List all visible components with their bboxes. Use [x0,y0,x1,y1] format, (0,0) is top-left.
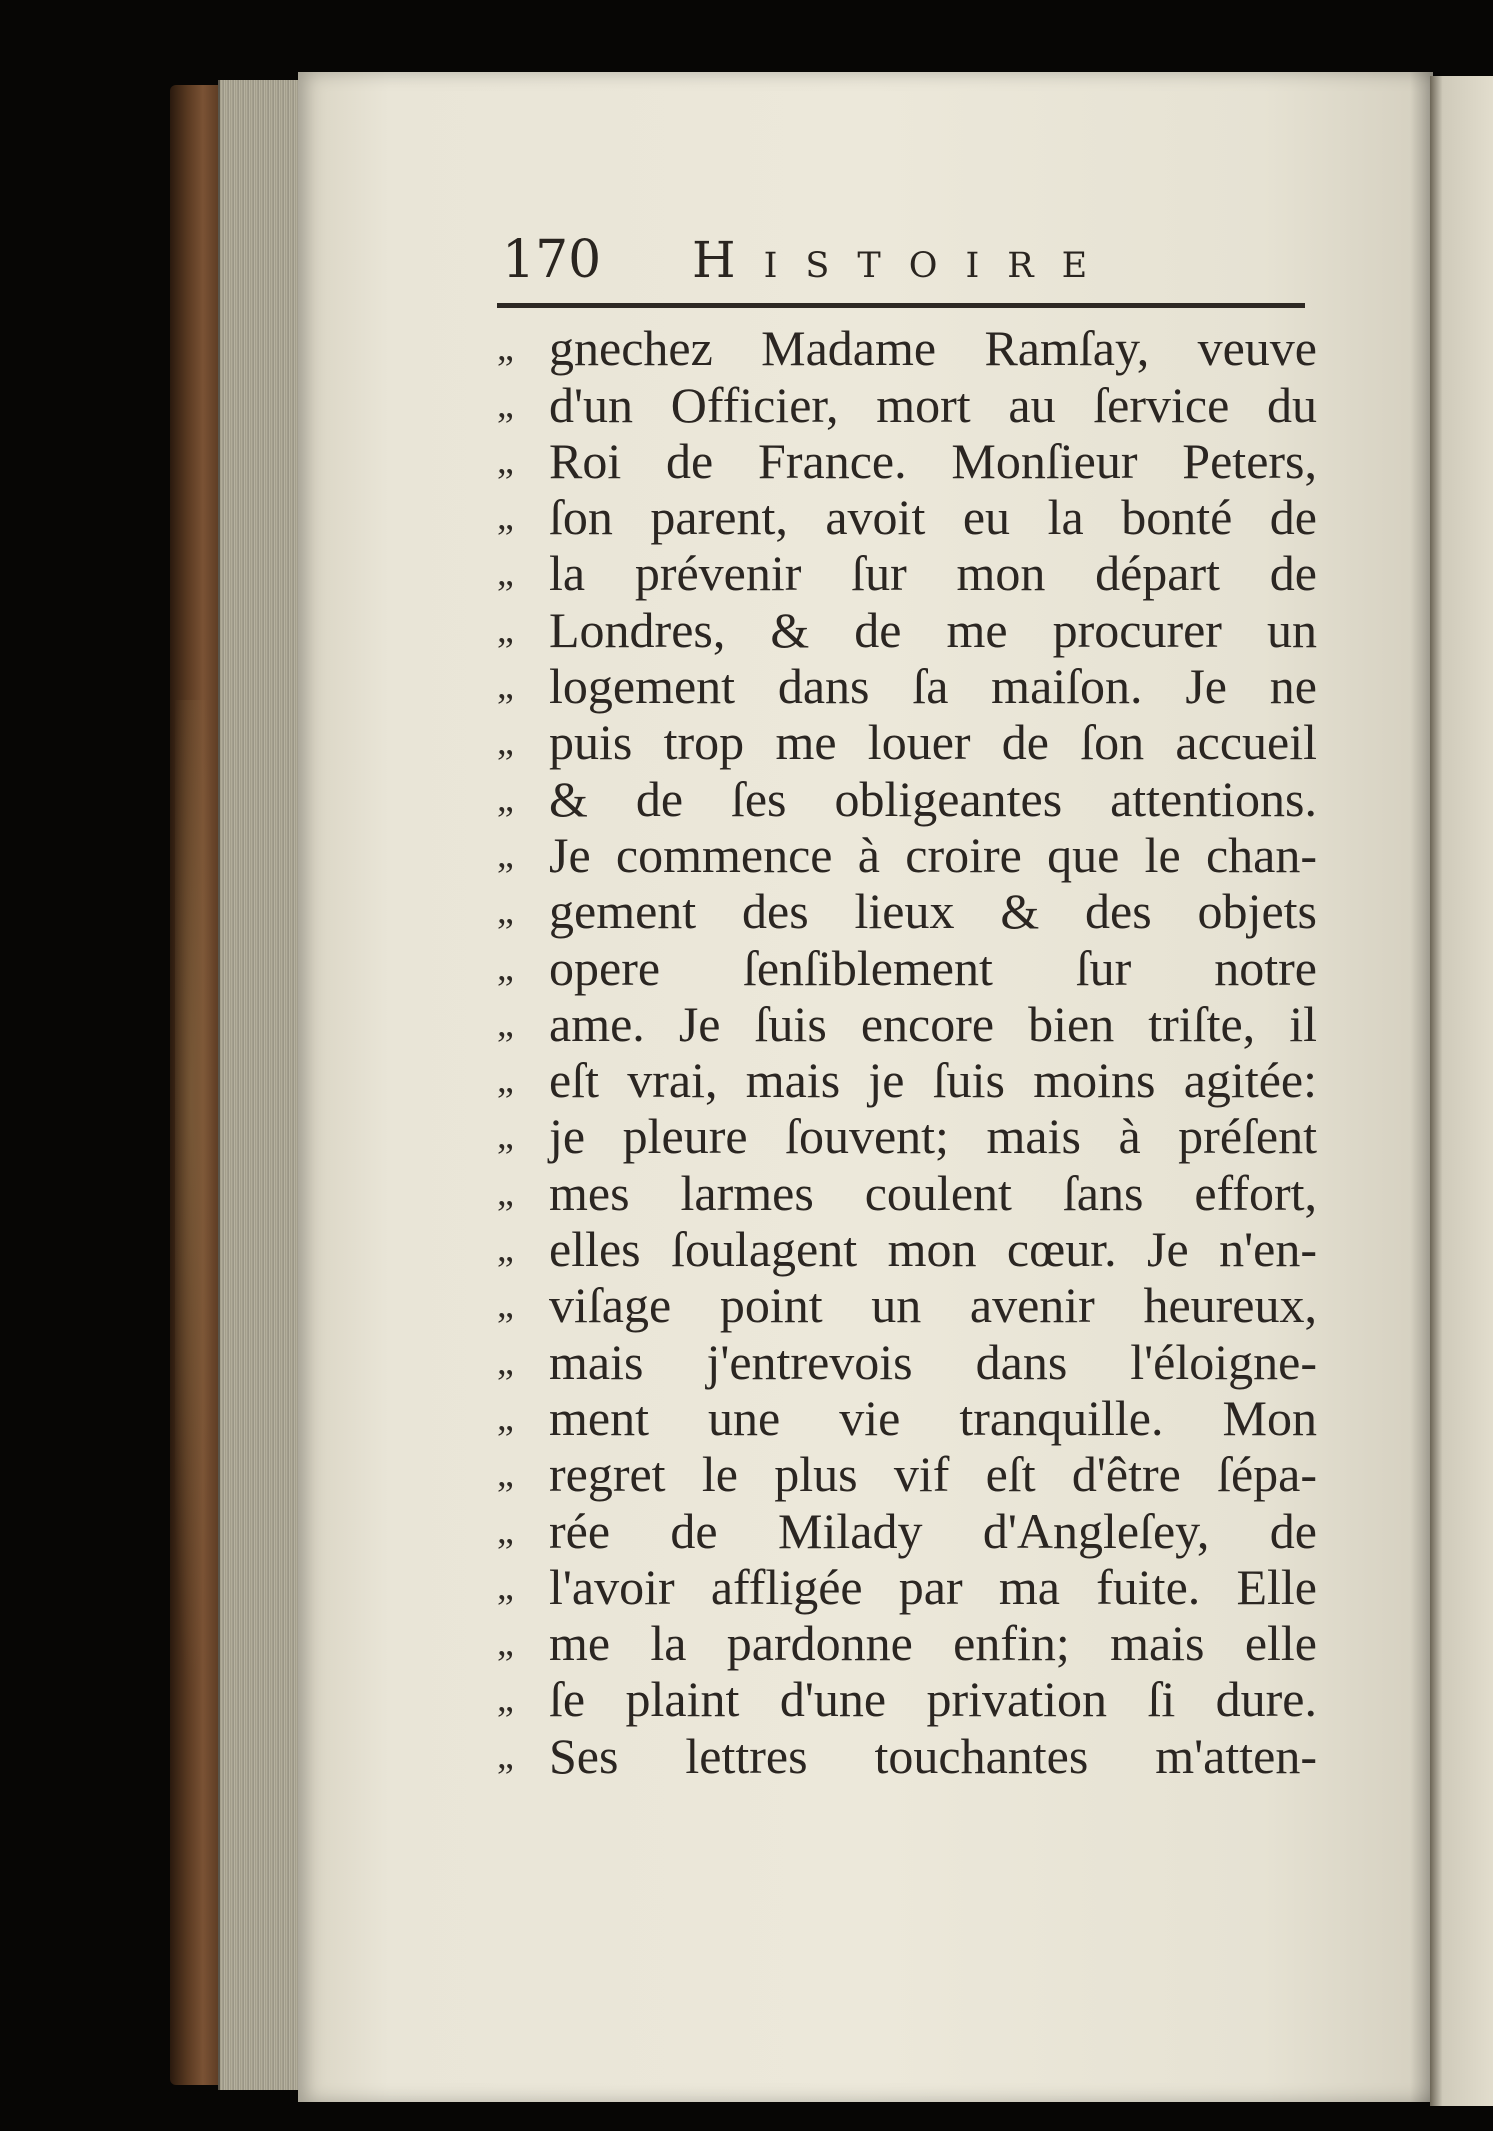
running-head: Histoire [692,231,1116,289]
quotation-mark: „ [497,496,514,539]
text-line [497,1221,1317,1277]
text-line [497,1502,1317,1558]
quotation-mark: „ [497,608,514,651]
text-line [497,1446,1317,1502]
quotation-mark: „ [497,1284,514,1327]
header-rule [497,303,1305,308]
quotation-mark: „ [497,1340,514,1383]
line-text: je pleure ſouvent; mais à préſent [549,1108,1317,1165]
line-text: mes larmes coulent ſans effort, [549,1164,1317,1221]
text-line [497,1108,1317,1164]
text-line [497,1164,1317,1220]
line-text: puis trop me louer de ſon accueil [549,714,1317,771]
quotation-mark: „ [497,665,514,708]
text-line [497,320,1317,376]
text-line [497,658,1317,714]
text-line [497,1390,1317,1446]
quotation-mark: „ [497,1678,514,1721]
line-text: elles ſoulagent mon cœur. Je n'en- [549,1221,1317,1278]
text-line [497,1277,1317,1333]
text-line [497,545,1317,601]
text-line [497,714,1317,770]
line-text: Ses lettres touchantes m'atten- [549,1727,1317,1784]
quotation-mark: „ [497,1171,514,1214]
line-text: ſe plaint d'une privation ſi dure. [549,1671,1317,1728]
text-line [497,939,1317,995]
line-text: Londres, & de me procurer un [549,601,1317,658]
text-line [497,601,1317,657]
text-line [497,1052,1317,1108]
text-line [497,1559,1317,1615]
text-line [497,376,1317,432]
text-line [497,1333,1317,1389]
line-text: mais j'entrevois dans l'éloigne- [549,1333,1317,1390]
facing-page-edge [1430,76,1493,2106]
quotation-mark: „ [497,833,514,876]
text-line [497,996,1317,1052]
line-text: ſon parent, avoit eu la bonté de [549,489,1317,546]
quotation-mark: „ [497,1059,514,1102]
quotation-mark: „ [497,1565,514,1608]
line-text: gnechez Madame Ramſay, veuve [549,320,1317,377]
quotation-mark: „ [497,1453,514,1496]
line-text: logement dans ſa maiſon. Je ne [549,658,1317,715]
text-line [497,489,1317,545]
line-text: ame. Je ſuis encore bien triſte, il [549,995,1317,1052]
quotation-mark: „ [497,1734,514,1777]
page-edges [218,80,300,2090]
quotation-mark: „ [497,439,514,482]
quotation-mark: „ [497,1228,514,1271]
quotation-mark: „ [497,1622,514,1665]
line-text: Roi de France. Monſieur Peters, [549,432,1317,489]
page-number: 170 [502,230,602,290]
line-text: eſt vrai, mais je ſuis moins agitée: [549,1052,1317,1109]
quotation-mark: „ [497,1396,514,1439]
line-text: Je commence à croire que le chan- [549,826,1317,883]
line-text: regret le plus vif eſt d'être ſépa- [549,1446,1317,1503]
line-text: viſage point un avenir heureux, [549,1277,1317,1334]
quotation-mark: „ [497,721,514,764]
line-text: d'un Officier, mort au ſervice du [549,376,1317,433]
text-line [497,1615,1317,1671]
line-text: gement des lieux & des objets [549,883,1317,940]
text-line [497,1671,1317,1727]
quotation-mark: „ [497,383,514,426]
spine-texture [175,700,215,1700]
body-text [497,320,1317,1784]
quotation-mark: „ [497,1509,514,1552]
text-line [497,770,1317,826]
text-line [497,883,1317,939]
page-header [502,225,1302,295]
quotation-mark: „ [497,890,514,933]
quotation-mark: „ [497,552,514,595]
quotation-mark: „ [497,1115,514,1158]
quotation-mark: „ [497,1002,514,1045]
line-text: & de ſes obligeantes attentions. [549,770,1317,827]
line-text: la prévenir ſur mon départ de [549,545,1317,602]
text-line [497,827,1317,883]
line-text: rée de Milady d'Angleſey, de [549,1502,1317,1559]
quotation-mark: „ [497,327,514,370]
quotation-mark: „ [497,946,514,989]
line-text: ment une vie tranquille. Mon [549,1389,1317,1446]
text-line [497,433,1317,489]
line-text: l'avoir affligée par ma fuite. Elle [549,1558,1317,1615]
line-text: me la pardonne enfin; mais elle [549,1615,1317,1672]
quotation-mark: „ [497,777,514,820]
text-line [497,1727,1317,1783]
line-text: opere ſenſiblement ſur notre [549,939,1317,996]
